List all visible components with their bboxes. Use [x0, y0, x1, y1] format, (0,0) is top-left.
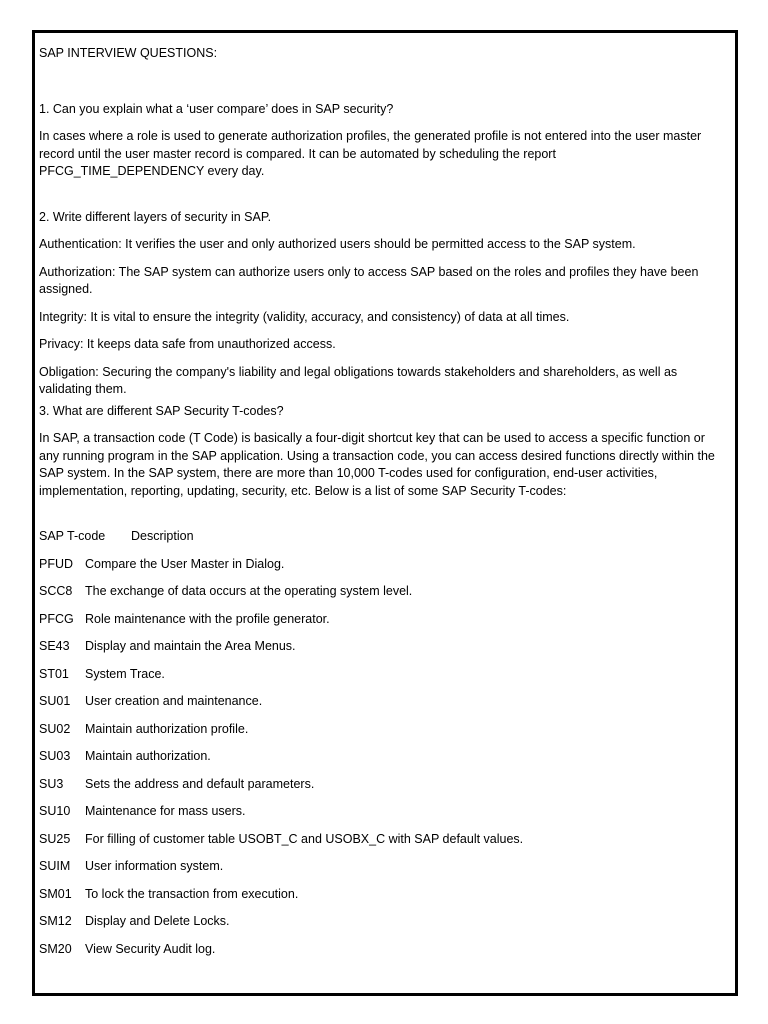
tcode-code: PFCG: [39, 611, 74, 626]
tcode-code: SE43: [39, 639, 70, 653]
tcode-row: [39, 748, 723, 766]
tcode-description: Maintenance for mass users.: [85, 804, 246, 818]
tcode-code: SM01: [39, 886, 72, 901]
tcode-header-description: Description: [131, 529, 194, 543]
tcode-row: [39, 556, 723, 574]
tcode-description: To lock the transaction from execution.: [85, 886, 299, 901]
answer-1: In cases where a role is used to generate authorization profiles, the generated profile is not entered into the user master record until the user master record is compared. It can be automated by scheduling the report PFCG_TIME_DEPENDENCY every day.: [39, 129, 702, 178]
tcode-row: [39, 638, 723, 656]
tcode-row: [39, 583, 723, 601]
question-2: 2. Write different layers of security in SAP.: [39, 209, 272, 224]
layer-privacy: Privacy: It keeps data safe from unauthorized access.: [39, 337, 336, 351]
tcode-row: [39, 886, 723, 904]
tcode-row: [39, 776, 723, 794]
tcode-description: Maintain authorization profile.: [85, 721, 249, 736]
tcode-description: Display and maintain the Area Menus.: [85, 639, 296, 653]
tcode-code: SM12: [39, 914, 72, 928]
question-1: 1. Can you explain what a ‘user compare’ does in SAP security?: [39, 101, 394, 116]
tcode-description: Compare the User Master in Dialog.: [85, 556, 285, 571]
tcode-row: [39, 693, 723, 711]
tcode-row: [39, 858, 723, 876]
layer-integrity: Integrity: It is vital to ensure the integrity (validity, accuracy, and consistency) of data at all times.: [39, 309, 570, 324]
tcode-description: For filling of customer table USOBT_C and USOBX_C with SAP default values.: [85, 831, 524, 846]
tcode-description: The exchange of data occurs at the operating system level.: [85, 584, 413, 598]
layer-authentication: Authentication: It verifies the user and only authorized users should be permitted access to the SAP system.: [39, 237, 636, 251]
tcode-description: Maintain authorization.: [85, 749, 211, 763]
layer-authorization: Authorization: The SAP system can authorize users only to access SAP based on the roles and profiles they have been assigned.: [39, 264, 699, 296]
tcode-code: ST01: [39, 666, 69, 681]
tcode-code: SU3: [39, 776, 64, 791]
tcode-row: [39, 941, 723, 959]
tcode-description: User creation and maintenance.: [85, 694, 263, 708]
answer-3: In SAP, a transaction code (T Code) is basically a four-digit shortcut key that can be used to access a specific function or any running program in the SAP application. Using a transaction code, you can access desired functions directly within the SAP system. In the SAP system, there are more than 10,000 T-codes used for configuration, end-user activities, implementation, reporting, updating, security, etc. Below is a list of some SAP Security T-codes:: [39, 431, 715, 498]
question-3: 3. What are different SAP Security T-codes?: [39, 403, 284, 418]
tcode-row: [39, 666, 723, 684]
document-title: SAP INTERVIEW QUESTIONS:: [39, 46, 218, 60]
tcode-code: SU10: [39, 804, 71, 818]
tcode-table-body: [39, 556, 723, 959]
tcode-table-header: [39, 528, 723, 546]
tcode-description: System Trace.: [85, 666, 165, 681]
tcode-code: SU01: [39, 694, 71, 708]
tcode-code: PFUD: [39, 556, 74, 571]
tcode-row: [39, 831, 723, 849]
tcode-code: SU02: [39, 721, 71, 736]
tcode-code: SM20: [39, 941, 72, 956]
tcode-description: Sets the address and default parameters.: [85, 776, 315, 791]
tcode-row: [39, 913, 723, 931]
tcode-code: SCC8: [39, 584, 73, 598]
tcode-row: [39, 721, 723, 739]
tcode-code: SU25: [39, 831, 71, 846]
tcode-code: SU03: [39, 749, 71, 763]
layer-obligation: Obligation: Securing the company's liability and legal obligations towards stakeholders and shareholders, as well as validating them.: [39, 364, 678, 396]
tcode-description: View Security Audit log.: [85, 941, 216, 956]
tcode-description: Role maintenance with the profile generator.: [85, 611, 330, 626]
tcode-description: Display and Delete Locks.: [85, 914, 230, 928]
tcode-row: [39, 611, 723, 629]
tcode-header-code: SAP T-code: [39, 529, 106, 543]
tcode-description: User information system.: [85, 859, 224, 873]
tcode-row: [39, 803, 723, 821]
document-content: [39, 45, 723, 968]
page-frame: [32, 30, 738, 996]
tcode-code: SUIM: [39, 859, 71, 873]
